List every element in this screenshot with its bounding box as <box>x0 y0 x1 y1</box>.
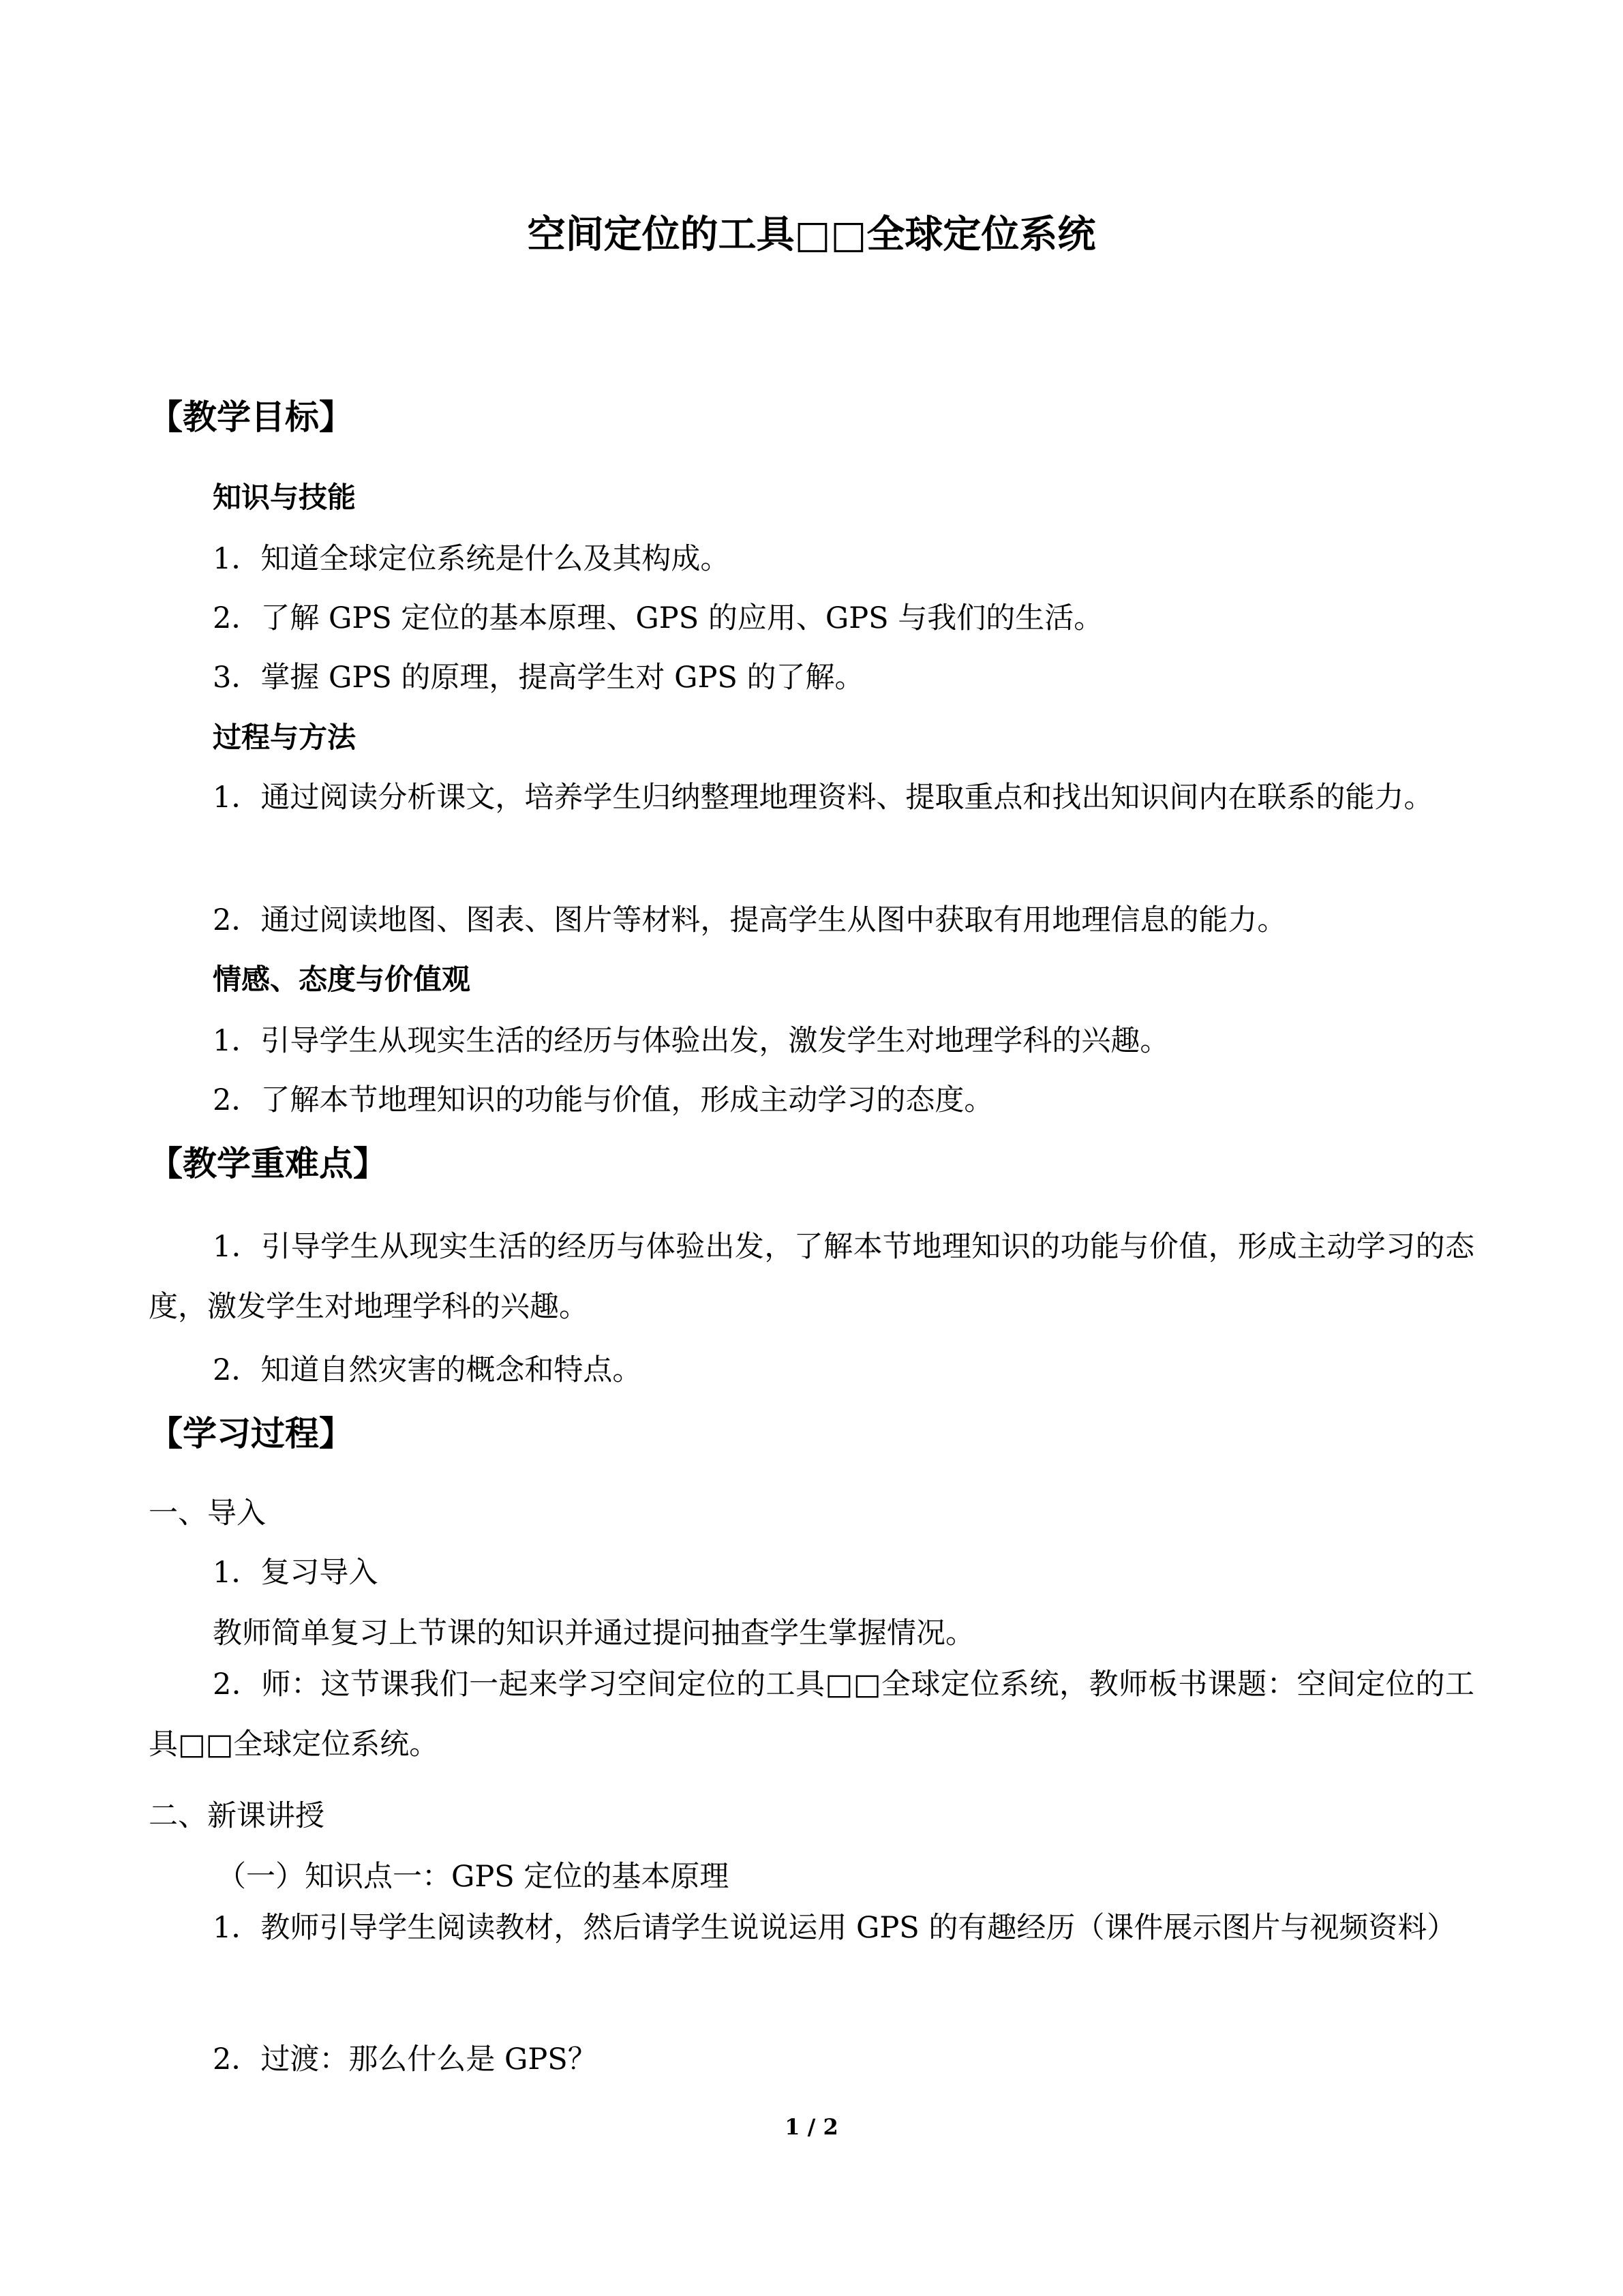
process-part2-heading: 二、新课讲授 <box>149 1799 324 1833</box>
section-heading-keypoints: 【教学重难点】 <box>149 1144 387 1183</box>
process-part1-step1: 1．复习导入 <box>213 1556 378 1590</box>
process-part2-subheading-1: （一）知识点一：GPS 定位的基本原理 <box>217 1860 729 1894</box>
objective-process-item-2: 2．通过阅读地图、图表、图片等材料，提高学生从图中获取有用地理信息的能力。 <box>213 903 1287 937</box>
section-heading-objectives: 【教学目标】 <box>149 397 353 437</box>
objective-knowledge-item-1: 1．知道全球定位系统是什么及其构成。 <box>213 542 730 576</box>
subheading-attitude: 情感、态度与价值观 <box>213 963 471 996</box>
subheading-knowledge: 知识与技能 <box>213 481 357 514</box>
document-title: 空间定位的工具□□全球定位系统 <box>527 213 1096 257</box>
objective-knowledge-item-3: 3．掌握 GPS 的原理，提高学生对 GPS 的了解。 <box>213 661 864 695</box>
objective-attitude-item-1: 1．引导学生从现实生活的经历与体验出发，激发学生对地理学科的兴趣。 <box>213 1024 1170 1058</box>
objective-process-item-1: 1．通过阅读分析课文，培养学生归纳整理地理资料、提取重点和找出知识间内在联系的能力。 <box>213 781 1434 815</box>
process-part1-step2: 2．师：这节课我们一起来学习空间定位的工具□□全球定位系统，教师板书课题：空间定位的工具□□全球定位系统。 <box>149 1667 1474 1762</box>
keypoint-item-2: 2．知道自然灾害的概念和特点。 <box>213 1353 642 1387</box>
objective-attitude-item-2: 2．了解本节地理知识的功能与价值，形成主动学习的态度。 <box>213 1083 994 1117</box>
objective-knowledge-item-2: 2．了解 GPS 定位的基本原理、GPS 的应用、GPS 与我们的生活。 <box>213 601 1104 635</box>
process-part1-heading: 一、导入 <box>149 1496 266 1530</box>
keypoint-item-1: 1．引导学生从现实生活的经历与体验出发，了解本节地理知识的功能与价值，形成主动学习的态度，激发学生对地理学科的兴趣。 <box>149 1230 1474 1324</box>
process-part1-step1-text: 教师简单复习上节课的知识并通过提问抽查学生掌握情况。 <box>213 1616 975 1650</box>
section-heading-process: 【学习过程】 <box>149 1414 353 1453</box>
process-part2-item-1: 1．教师引导学生阅读教材，然后请学生说说运用 GPS 的有趣经历（课件展示图片与视频资料） <box>213 1911 1457 1945</box>
subheading-process-method: 过程与方法 <box>213 721 357 754</box>
process-part2-item-2: 2．过渡：那么什么是 GPS？ <box>213 2042 597 2076</box>
page-number: 1 / 2 <box>785 2114 838 2140</box>
